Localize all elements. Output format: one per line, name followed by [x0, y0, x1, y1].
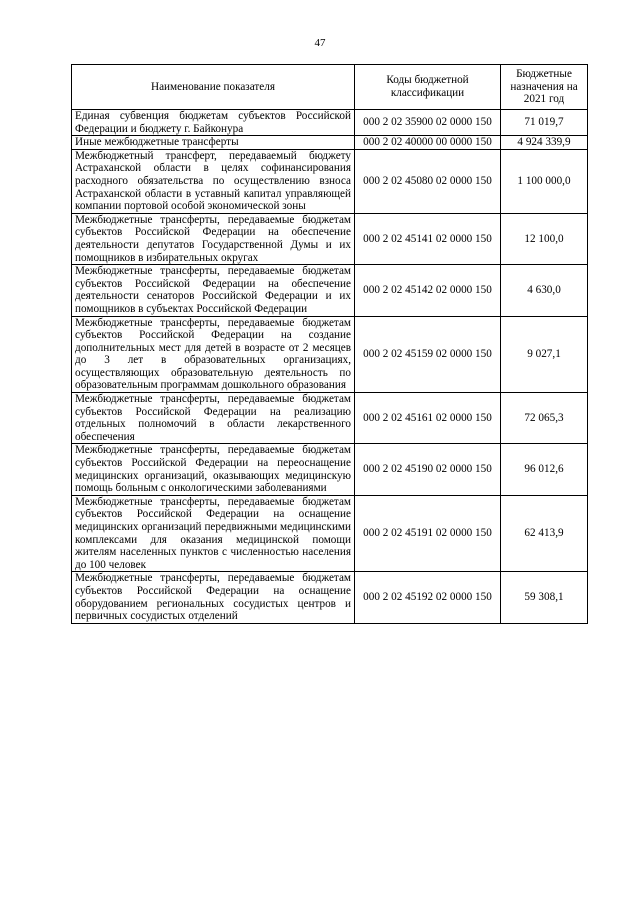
indicator-name-cell: Межбюджетные трансферты, передаваемые бюджетам субъектов Российской Федерации на реализацию отдельных полномочий в области лекарственного обеспечения [72, 393, 355, 444]
budget-code-cell: 000 2 02 45142 02 0000 150 [355, 265, 501, 316]
budget-code-cell: 000 2 02 45190 02 0000 150 [355, 444, 501, 495]
allocation-cell: 9 027,1 [501, 316, 588, 393]
indicator-name-cell: Иные межбюджетные трансферты [72, 136, 355, 150]
table-row [72, 265, 588, 316]
budget-code-cell: 000 2 02 35900 02 0000 150 [355, 110, 501, 136]
budget-code-cell: 000 2 02 45191 02 0000 150 [355, 495, 501, 572]
budget-table [71, 64, 588, 624]
table-row [72, 393, 588, 444]
allocation-cell: 96 012,6 [501, 444, 588, 495]
allocation-cell: 12 100,0 [501, 213, 588, 264]
budget-code-cell: 000 2 02 45192 02 0000 150 [355, 572, 501, 623]
budget-code-cell: 000 2 02 45080 02 0000 150 [355, 149, 501, 213]
allocation-cell: 71 019,7 [501, 110, 588, 136]
indicator-name-cell: Межбюджетные трансферты, передаваемые бюджетам субъектов Российской Федерации на обеспечение деятельности депутатов Государственной Думы и их помощников в избирательных округах [72, 213, 355, 264]
table-header-row [72, 65, 588, 110]
indicator-name-cell: Межбюджетный трансферт, передаваемый бюджету Астраханской области в целях софинансирования расходного обязательства по осуществлению взноса Астраханской области в уставный капитал управляющей компании портовой особой экономической зоны [72, 149, 355, 213]
allocation-cell: 4 630,0 [501, 265, 588, 316]
allocation-cell: 59 308,1 [501, 572, 588, 623]
indicator-name-cell: Единая субвенция бюджетам субъектов Российской Федерации и бюджету г. Байконура [72, 110, 355, 136]
header-budget-code: Коды бюджетной классификации [355, 65, 501, 110]
header-indicator-name: Наименование показателя [72, 65, 355, 110]
budget-code-cell: 000 2 02 40000 00 0000 150 [355, 136, 501, 150]
table-row [72, 572, 588, 623]
table-row [72, 136, 588, 150]
table-row [72, 316, 588, 393]
indicator-name-cell: Межбюджетные трансферты, передаваемые бюджетам субъектов Российской Федерации на оснащение медицинских организаций передвижными медицинскими комплексами для оказания медицинской помощи жителям населенных пунктов с численностью населения до 100 человек [72, 495, 355, 572]
indicator-name-cell: Межбюджетные трансферты, передаваемые бюджетам субъектов Российской Федерации на создание дополнительных мест для детей в возрасте от 2 месяцев до 3 лет в образовательных организациях, осуществляющих образовательную деятельность по образовательным программам дошкольного образования [72, 316, 355, 393]
header-budget-allocation: Бюджетные назначения на 2021 год [501, 65, 588, 110]
table-row [72, 213, 588, 264]
indicator-name-cell: Межбюджетные трансферты, передаваемые бюджетам субъектов Российской Федерации на оснащение оборудованием региональных сосудистых центров и первичных сосудистых отделений [72, 572, 355, 623]
table-row [72, 110, 588, 136]
allocation-cell: 4 924 339,9 [501, 136, 588, 150]
allocation-cell: 72 065,3 [501, 393, 588, 444]
table-row [72, 495, 588, 572]
allocation-cell: 62 413,9 [501, 495, 588, 572]
indicator-name-cell: Межбюджетные трансферты, передаваемые бюджетам субъектов Российской Федерации на обеспечение деятельности сенаторов Российской Федерации и их помощников в субъектах Российской Федерации [72, 265, 355, 316]
budget-code-cell: 000 2 02 45159 02 0000 150 [355, 316, 501, 393]
allocation-cell: 1 100 000,0 [501, 149, 588, 213]
table-row [72, 149, 588, 213]
budget-code-cell: 000 2 02 45141 02 0000 150 [355, 213, 501, 264]
indicator-name-cell: Межбюджетные трансферты, передаваемые бюджетам субъектов Российской Федерации на переоснащение медицинских организаций, оказывающих медицинскую помощь больным с онкологическими заболеваниями [72, 444, 355, 495]
budget-code-cell: 000 2 02 45161 02 0000 150 [355, 393, 501, 444]
table-row [72, 444, 588, 495]
page-number: 47 [314, 37, 326, 49]
